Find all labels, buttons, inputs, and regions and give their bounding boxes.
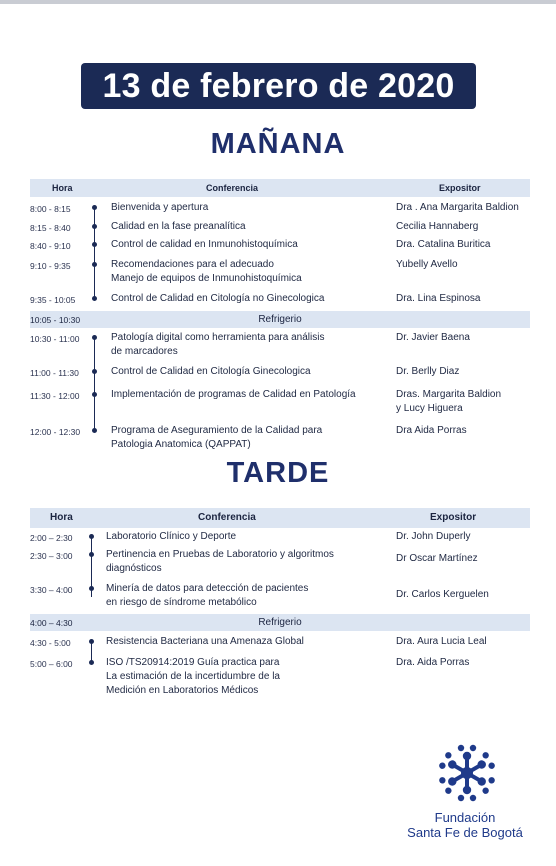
conferencia-line: Programa de Aseguramiento de la Calidad para: [111, 425, 323, 436]
row-hora: 10:30 - 11:00: [30, 334, 80, 344]
row-hora: 3:30 – 4:00: [30, 585, 73, 595]
top-border: [0, 0, 556, 4]
timeline-dot: [92, 242, 97, 247]
conferencia-line: Bienvenida y apertura: [111, 202, 209, 213]
header-conferencia: Conferencia: [206, 183, 259, 193]
expositor-line: Dra. Aida Porras: [396, 657, 470, 668]
conferencia-line: La estimación de la incertidumbre de la: [106, 671, 280, 682]
timeline-dot: [92, 224, 97, 229]
break-hora: 4:00 – 4:30: [30, 618, 73, 628]
afternoon-header-row: [30, 508, 530, 528]
logo-text: [400, 810, 530, 840]
expositor-line: y Lucy Higuera: [396, 403, 463, 414]
conferencia-line: Control de Calidad en Citología no Ginecologica: [111, 293, 325, 304]
expositor-line: Yubelly Avello: [396, 259, 458, 270]
row-expositor: [396, 552, 478, 566]
conferencia-line: Patología digital como herramienta para análisis: [111, 332, 325, 343]
row-conferencia: [111, 331, 324, 359]
timeline-dot: [92, 205, 97, 210]
conferencia-line: de marcadores: [111, 346, 178, 357]
row-hora: 8:15 - 8:40: [30, 223, 71, 233]
timeline-dot: [92, 428, 97, 433]
row-conferencia: [111, 238, 298, 252]
row-hora: 2:00 – 2:30: [30, 533, 73, 543]
row-hora: 5:00 – 6:00: [30, 659, 73, 669]
conferencia-line: Manejo de equipos de Inmunohistoquímica: [111, 273, 302, 284]
conferencia-line: Calidad en la fase preanalítica: [111, 221, 246, 232]
expositor-line: Cecilia Hannaberg: [396, 221, 479, 232]
row-hora: 2:30 – 3:00: [30, 551, 73, 561]
timeline-dot: [92, 392, 97, 397]
logo-line-1: Fundación: [434, 810, 496, 825]
expositor-line: Dra. Aura Lucia Leal: [396, 636, 487, 647]
row-expositor: [396, 530, 470, 544]
logo-line-2: Santa Fe de Bogotá: [407, 825, 523, 840]
expositor-line: Dr. Berlly Diaz: [396, 366, 460, 377]
morning-header-row: [30, 179, 530, 197]
row-conferencia: [106, 582, 308, 610]
afternoon-title: TARDE: [226, 457, 330, 489]
date-banner: 13 de febrero de 2020: [81, 63, 476, 109]
conferencia-line: Recomendaciones para el adecuado: [111, 259, 274, 270]
conferencia-line: Control de Calidad en Citología Ginecologica: [111, 366, 311, 377]
expositor-line: Dra . Ana Margarita Baldion: [396, 202, 519, 213]
expositor-line: Dras. Margarita Baldion: [396, 389, 502, 400]
row-expositor: [396, 292, 481, 306]
break-label: Refrigerio: [258, 617, 302, 628]
conferencia-line: diagnósticos: [106, 563, 162, 574]
header-expositor: Expositor: [439, 183, 481, 193]
row-expositor: [396, 635, 487, 649]
row-conferencia: [111, 365, 311, 379]
expositor-line: Dra Aida Porras: [396, 425, 467, 436]
header-hora: Hora: [52, 183, 73, 193]
timeline-dot: [92, 369, 97, 374]
row-conferencia: [111, 201, 208, 215]
row-expositor: [396, 238, 490, 252]
conferencia-line: en riesgo de síndrome metabólico: [106, 597, 257, 608]
expositor-line: Dra. Catalina Buritica: [396, 239, 491, 250]
row-conferencia: [106, 548, 334, 576]
header-conferencia: Conferencia: [198, 512, 256, 523]
expositor-line: Dr. Javier Baena: [396, 332, 470, 343]
conferencia-line: Control de calidad en Inmunohistoquímica: [111, 239, 298, 250]
header-hora: Hora: [50, 512, 73, 523]
expositor-line: Dr. Carlos Kerguelen: [396, 589, 489, 600]
row-hora: 11:00 - 11:30: [30, 368, 79, 378]
break-hora: 10:05 - 10:30: [30, 315, 81, 325]
timeline-dot: [92, 335, 97, 340]
row-hora: 8:00 - 8:15: [30, 204, 71, 214]
row-hora: 9:10 - 9:35: [30, 261, 71, 271]
timeline-morning-1: [94, 207, 95, 298]
conferencia-line: Medición en Laboratorios Médicos: [106, 685, 259, 696]
fundacion-logo-icon: [432, 742, 502, 804]
row-conferencia: [111, 220, 246, 234]
timeline-morning-2: [94, 338, 95, 432]
row-hora: 4:30 - 5:00: [30, 638, 71, 648]
row-hora: 9:35 - 10:05: [30, 295, 76, 305]
row-expositor: [396, 220, 478, 234]
conferencia-line: Implementación de programas de Calidad en Patología: [111, 389, 356, 400]
break-label: Refrigerio: [258, 314, 302, 325]
morning-title: MAÑANA: [210, 128, 346, 160]
row-conferencia: [111, 292, 324, 306]
timeline-dot: [89, 552, 94, 557]
row-hora: 12:00 - 12:30: [30, 427, 81, 437]
row-conferencia: [111, 388, 356, 402]
expositor-line: Dr Oscar Martínez: [396, 553, 478, 564]
conferencia-line: Pertinencia en Pruebas de Laboratorio y algoritmos: [106, 549, 334, 560]
morning-break-row: [30, 311, 530, 328]
afternoon-break-row: [30, 614, 530, 631]
expositor-line: Dra. Lina Espinosa: [396, 293, 481, 304]
expositor-line: Dr. John Duperly: [396, 531, 471, 542]
conferencia-line: Minería de datos para detección de pacientes: [106, 583, 309, 594]
row-expositor: [396, 201, 519, 215]
row-conferencia: [111, 258, 302, 286]
timeline-dot: [89, 586, 94, 591]
conferencia-line: Patologia Anatomica (QAPPAT): [111, 439, 251, 450]
timeline-dot: [92, 262, 97, 267]
timeline-dot: [92, 296, 97, 301]
conferencia-line: ISO /TS20914:2019 Guía practica para: [106, 657, 280, 668]
row-expositor: [396, 588, 489, 602]
timeline-dot: [89, 660, 94, 665]
row-conferencia: [106, 635, 304, 649]
conferencia-line: Laboratorio Clínico y Deporte: [106, 531, 237, 542]
row-hora: 8:40 - 9:10: [30, 241, 71, 251]
timeline-dot: [89, 534, 94, 539]
row-expositor: [396, 424, 467, 438]
row-expositor: [396, 388, 501, 416]
row-expositor: [396, 258, 458, 272]
timeline-dot: [89, 639, 94, 644]
row-conferencia: [106, 530, 236, 544]
header-expositor: Expositor: [430, 512, 477, 523]
row-hora: 11:30 - 12:00: [30, 391, 80, 401]
row-expositor: [396, 365, 459, 379]
row-expositor: [396, 656, 469, 670]
row-conferencia: [106, 656, 280, 698]
row-expositor: [396, 331, 470, 345]
conferencia-line: Resistencia Bacteriana una Amenaza Global: [106, 636, 304, 647]
row-conferencia: [111, 424, 322, 452]
